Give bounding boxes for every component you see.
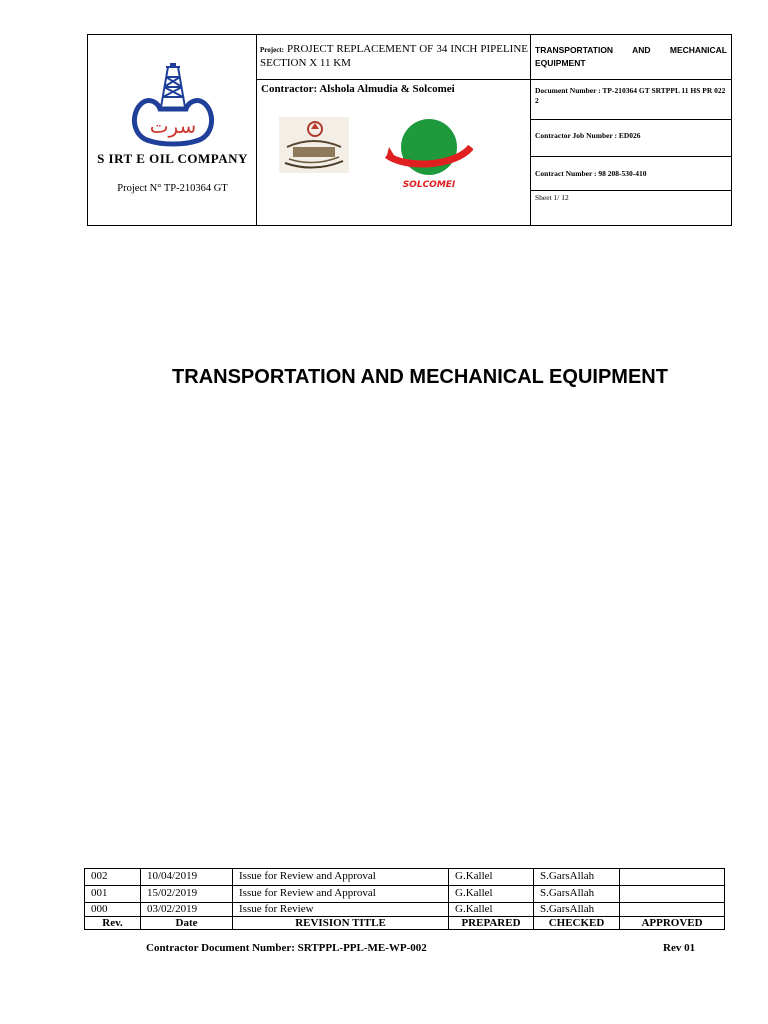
contractor-job-number-cell — [531, 120, 731, 157]
table-row — [85, 869, 725, 886]
rev-cell: 000 — [85, 903, 141, 917]
solcomei-logo — [385, 117, 473, 191]
contract-number: Contract Number : 98 208-530-410 — [535, 169, 647, 178]
document-number-cell — [531, 80, 731, 120]
project-label: Project: — [260, 46, 284, 54]
date-cell: 15/02/2019 — [141, 886, 233, 903]
sirte-oil-logo — [128, 63, 218, 147]
contractor-job-number: Contractor Job Number : ED026 — [535, 131, 641, 140]
approved-cell — [620, 869, 725, 886]
arabic-logo-text: سرت — [149, 114, 197, 138]
document-header — [87, 34, 732, 226]
company-name: S IRT E OIL COMPANY — [97, 151, 248, 166]
rev-cell: 001 — [85, 886, 141, 903]
revision-title-cell: Issue for Review — [233, 903, 449, 917]
doc-title-cell — [531, 35, 731, 80]
document-number: Document Number : TP-210364 GT SRTPPL 11 HS PR 022 2 — [535, 86, 726, 105]
alshola-almudia-logo — [279, 117, 349, 173]
date-cell: 10/04/2019 — [141, 869, 233, 886]
revision-title-cell: Issue for Review and Approval — [233, 886, 449, 903]
table-row — [85, 886, 725, 903]
company-logo-cell — [88, 35, 257, 225]
rev-cell: 002 — [85, 869, 141, 886]
project-info-cell — [257, 35, 531, 225]
project-title — [260, 43, 528, 70]
header-date: Date — [141, 917, 233, 930]
sheet-cell — [531, 191, 731, 225]
table-header-row — [85, 917, 725, 930]
approved-cell — [620, 903, 725, 917]
revision-table — [84, 868, 725, 930]
divider — [257, 79, 530, 80]
prepared-cell: G.Kallel — [449, 903, 534, 917]
document-info-cell — [531, 35, 731, 225]
project-title-text: PROJECT REPLACEMENT OF 34 INCH PIPELINE SECTION X 11 KM — [260, 43, 529, 69]
solcomei-logo-text: SOLCOMEI — [402, 180, 456, 190]
contract-number-cell — [531, 157, 731, 191]
doc-title: TRANSPORTATION AND MECHANICAL EQUIPMENT — [535, 45, 727, 68]
header-prepared: PREPARED — [449, 917, 534, 930]
checked-cell: S.GarsAllah — [534, 903, 620, 917]
header-revision-title: REVISION TITLE — [233, 917, 449, 930]
checked-cell: S.GarsAllah — [534, 886, 620, 903]
header-rev: Rev. — [85, 917, 141, 930]
checked-cell: S.GarsAllah — [534, 869, 620, 886]
table-row — [85, 903, 725, 917]
header-checked: CHECKED — [534, 917, 620, 930]
revision-label: Rev 01 — [663, 942, 696, 954]
header-approved: APPROVED — [620, 917, 725, 930]
project-number: Project N° TP-210364 GT — [117, 183, 228, 194]
page-title: TRANSPORTATION AND MECHANICAL EQUIPMENT — [172, 366, 668, 388]
contractor-document-number: Contractor Document Number: SRTPPL-PPL-ME-WP-002 — [146, 942, 427, 954]
revision-title-cell: Issue for Review and Approval — [233, 869, 449, 886]
date-cell: 03/02/2019 — [141, 903, 233, 917]
approved-cell — [620, 886, 725, 903]
prepared-cell: G.Kallel — [449, 869, 534, 886]
contractor-name: Contractor: Alshola Almudia & Solcomei — [261, 83, 455, 95]
sheet-number: Sheet 1/ 12 — [535, 193, 569, 202]
prepared-cell: G.Kallel — [449, 886, 534, 903]
